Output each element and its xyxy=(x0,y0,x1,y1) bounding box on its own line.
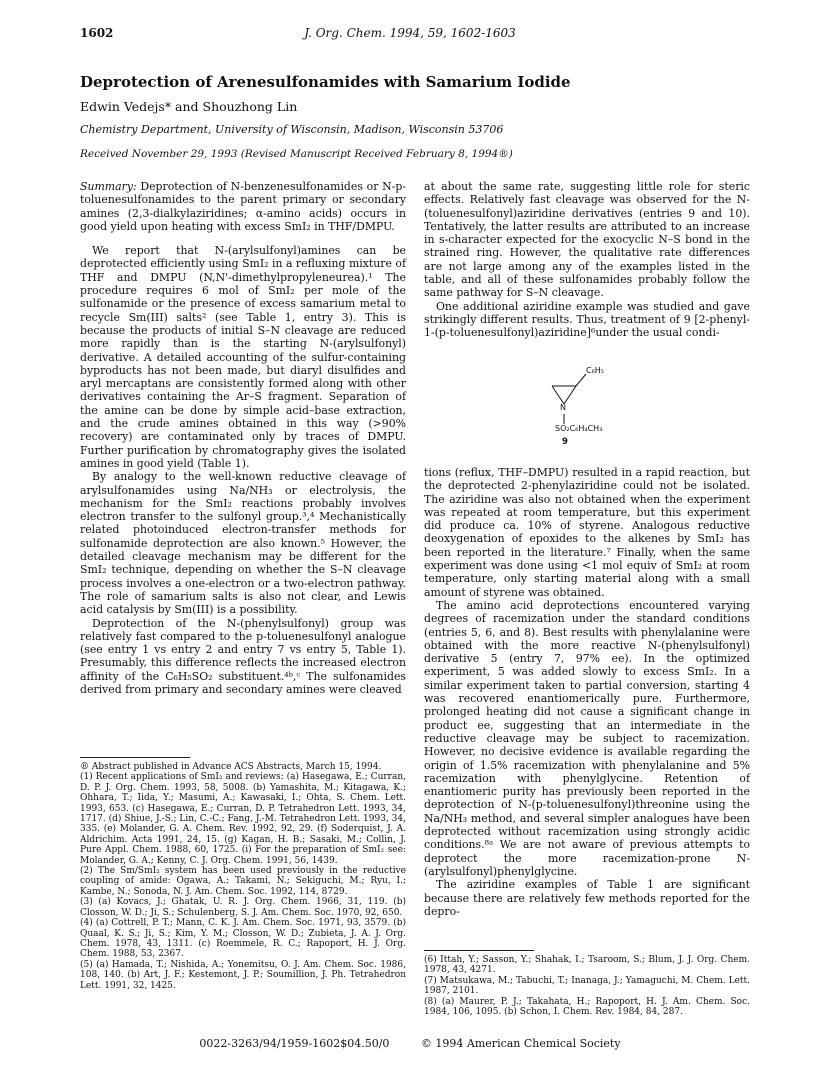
body-paragraph: The aziridine examples of Table 1 are significant because there are relatively few methods reported for the depro- xyxy=(424,878,750,918)
nitrogen-atom: N xyxy=(560,403,566,412)
footnote: (2) The Sm/SmI₂ system has been used previously in the reductive coupling of amide: Ogawa, A.; Takami, N.; Sekiguchi, M.; Ryu, I.; Kambe, N.; Sonoda, N. J. Am. Chem. Soc. 1992, 114, 8729. xyxy=(80,866,406,897)
running-header xyxy=(80,26,740,46)
right-column-bottom xyxy=(424,466,750,918)
footnote: (8) (a) Maurer, P. J.; Takahata, H.; Rapoport, H. J. Am. Chem. Soc. 1984, 106, 1095. (b) Schon, I. Chem. Rev. 1984, 84, 287. xyxy=(424,996,750,1018)
tosyl-substituent: SO₂C₆H₄CH₃ xyxy=(555,424,603,433)
article-title: Deprotection of Arenesulfonamides with Samarium Iodide xyxy=(80,73,571,91)
summary-text: Deprotection of N-benzenesulfonamides or N-p-toluenesulfonamides to the parent primary or secondary amines (2,3-dialkylaziridines; α-amino acids) occurs in good yield upon heating with excess SmI₂ in THF/DMPU. xyxy=(80,180,406,233)
page-number: 1602 xyxy=(80,26,114,40)
footnote: (6) Ittah, Y.; Sasson, Y.; Shahak, I.; Tsaroom, S.; Blum, J. J. Org. Chem. 1978, 43, 4271. xyxy=(424,955,750,976)
body-paragraph: at about the same rate, suggesting little role for steric effects. Relatively fast cleavage was observed for the N-(toluenesulfonyl)aziridine derivatives (entries 9 and 10). Tentatively, the latter results are attributed to an increase in s-character expected for the exocyclic N–S bond in the strained ring. However, the qualitative rate differences are not large among any of the examples listed in the table, and all of these sulfonamides probably follow the same pathway for S–N cleavage. xyxy=(424,180,750,300)
received-dates: Received November 29, 1993 (Revised Manuscript Received February 8, 1994®) xyxy=(80,148,513,160)
page-footer xyxy=(0,1037,820,1050)
summary-label: Summary: xyxy=(80,180,137,193)
article-code: 0022-3263/94/1959-1602$04.50/0 xyxy=(199,1037,390,1050)
footnote: (1) Recent applications of SmI₂ and reviews: (a) Hasegawa, E.; Curran, D. P. J. Org. Chem. 1993, 58, 5008. (b) Yamashita, M.; Kitagawa, K.; Ohhara, T.; Iida, Y.; Masumi, A.; Kawasaki, I.; Ohta, S. Chem. Lett. 1993, 653. (c) Hasegawa, E.; Curran, D. P. Tetrahedron Lett. 1993, 34, 1717. (d) Shiue, J.-S.; Lin, C.-C.; Fang, J.-M. Tetrahedron Lett. 1993, 34, 335. (e) Molander, G. A. Chem. Rev. 1992, 92, 29. (f) Soderquist, J. A. Aldrichim. Acta 1991, 24, 15. (g) Kagan, H. B.; Sasaki, M.; Collin, J. Pure Appl. Chem. 1988, 60, 1725. (i) For the preparation of SmI₂ see: Molander, G. A.; Kenny, C. J. Org. Chem. 1991, 56, 1439. xyxy=(80,772,406,866)
affiliation: Chemistry Department, University of Wisconsin, Madison, Wisconsin 53706 xyxy=(80,123,504,136)
body-paragraph: tions (reflux, THF–DMPU) resulted in a rapid reaction, but the deprotected 2-phenylaziridine could not be isolated. The aziridine was also not obtained when the experiment was repeated at room temperature, but this experiment did produce ca. 10% of styrene. Analogous reductive deoxygenation of epoxides to the alkenes by SmI₂ has been reported in the literature.⁷ Finally, when the same experiment was done using <1 mol equiv of SmI₂ at room temperature, only starting material along with a small amount of styrene was obtained. xyxy=(424,466,750,599)
body-paragraph: One additional aziridine example was studied and gave strikingly different results. Thus, treatment of 9 [2-phenyl-1-(p-toluenesulfonyl)aziridine]⁶under the usual condi- xyxy=(424,299,750,340)
footnote: (7) Matsukawa, M.; Tabuchi, T.; Inanaga, J.; Yamaguchi, M. Chem. Lett. 1987, 2101. xyxy=(424,975,750,997)
footnote: (5) (a) Hamada, T.; Nishida, A.; Yonemitsu, O. J. Am. Chem. Soc. 1986, 108, 140. (b) Art, J. F.; Kestemont, J. P.; Soumillion, J. Ph. Tetrahedron Lett. 1991, 32, 1425. xyxy=(80,959,406,991)
footnote-rule xyxy=(424,950,534,951)
body-paragraph: Deprotection of the N-(phenylsulfonyl) group was relatively fast compared to the p-toluenesulfonyl analogue (see entry 1 vs entry 2 and entry 7 vs entry 5, Table 1). Presumably, this difference reflects the increased electron affinity of the C₆H₅SO₂ substituent.⁴ᵇ,ᶜ The sulfonamides derived from primary and secondary amines were cleaved xyxy=(80,616,406,696)
footnotes-left xyxy=(80,762,406,991)
body-paragraph: By analogy to the well-known reductive cleavage of arylsulfonamides using Na/NH₃ or electrolysis, the mechanism for the SmI₂ reactions probably involves electron transfer to the sulfonyl group.³,⁴ Mechanistically related photoinduced electron-transfer methods for sulfonamide deprotection are also known.⁵ However, the detailed cleavage mechanism may be different for the SmI₂ technique, depending on whether the S–N cleavage process involves a one-electron or a two-electron pathway. The role of samarium salts is also not clear, and Lewis acid catalysis by Sm(III) is a possibility. xyxy=(80,470,406,617)
author-list: Edwin Vedejs* and Shouzhong Lin xyxy=(80,99,298,114)
compound-number: 9 xyxy=(562,437,568,447)
copyright-notice: © 1994 American Chemical Society xyxy=(420,1037,621,1050)
right-column-top xyxy=(424,180,750,340)
summary-paragraph xyxy=(80,180,406,233)
body-paragraph: The amino acid deprotections encountered varying degrees of racemization under the standard conditions (entries 5, 6, and 8). Best results with phenylalanine were obtained with the more reactive N-(phenylsulfonyl) derivative 5 (entry 7, 97% ee). In the optimized experiment, 5 was added slowly to excess SmI₂. In a similar experiment taken to partial conversion, starting 4 was recovered enantiomerically pure. Furthermore, prolonged heating did not cause a significant change in product ee, suggesting that an intermediate in the reductive cleavage may be subject to racemization. However, no decisive evidence is available regarding the origin of 1.5% racemization with phenylalanine and 5% racemization with phenylglycine. Retention of enantiomeric purity has previously been reported in the deprotection of N-(p-toluenesulfonyl)threonine using the Na/NH₃ method, and several simpler analogues have been deprotected without racemization using strongly acidic conditions.⁸ᵃ We are not aware of previous attempts to deprotect the more racemization-prone N-(arylsulfonyl)phenylglycine. xyxy=(424,598,750,878)
footnote-rule xyxy=(80,757,190,758)
footnotes-right xyxy=(424,955,750,1017)
left-column xyxy=(80,180,406,696)
phenyl-substituent: C₆H₅ xyxy=(586,366,605,375)
journal-reference: J. Org. Chem. 1994, 59, 1602-1603 xyxy=(304,26,516,40)
body-paragraph: We report that N-(arylsulfonyl)amines can be deprotected efficiently using SmI₂ in a refluxing mixture of THF and DMPU (N,N'-dimethylpropyleneurea).¹ The procedure requires 6 mol of SmI₂ per mole of the sulfonamide or the presence of excess samarium metal to recycle Sm(III) salts² (see Table 1, entry 3). This is because the products of initial S–N cleavage are reduced more rapidly than is the starting N-(arylsulfonyl) derivative. A detailed accounting of the sulfur-containing byproducts has not been made, but diaryl disulfides and aryl mercaptans are consistently formed along with other derivatives containing the Ar–S fragment. Separation of the amine can be done by simple acid–base extraction, and the crude amines obtained in this way (>90% recovery) are contaminated only by traces of DMPU. Further purification by chromatography gives the isolated amines in good yield (Table 1). xyxy=(80,244,406,470)
footnote: ® Abstract published in Advance ACS Abstracts, March 15, 1994. xyxy=(80,762,382,772)
aziridine-structure-9 xyxy=(540,366,670,450)
footnote: (3) (a) Kovacs, J.; Ghatak, U. R. J. Org. Chem. 1966, 31, 119. (b) Closson, W. D.; Ji, S.; Schulenberg, S. J. Am. Chem. Soc. 1970, 92, 650. xyxy=(80,897,406,918)
footnote: (4) (a) Cottrell, P. T.; Mann, C. K. J. Am. Chem. Soc. 1971, 93, 3579. (b) Quaal, K. S.; Ji, S.; Kim, Y. M.; Closson, W. D.; Zubieta, J. A. J. Org. Chem. 1978, 43, 1311. (c) Roemmele, R. C.; Rapoport, H. J. Org. Chem. 1988, 53, 2367. xyxy=(80,918,406,960)
